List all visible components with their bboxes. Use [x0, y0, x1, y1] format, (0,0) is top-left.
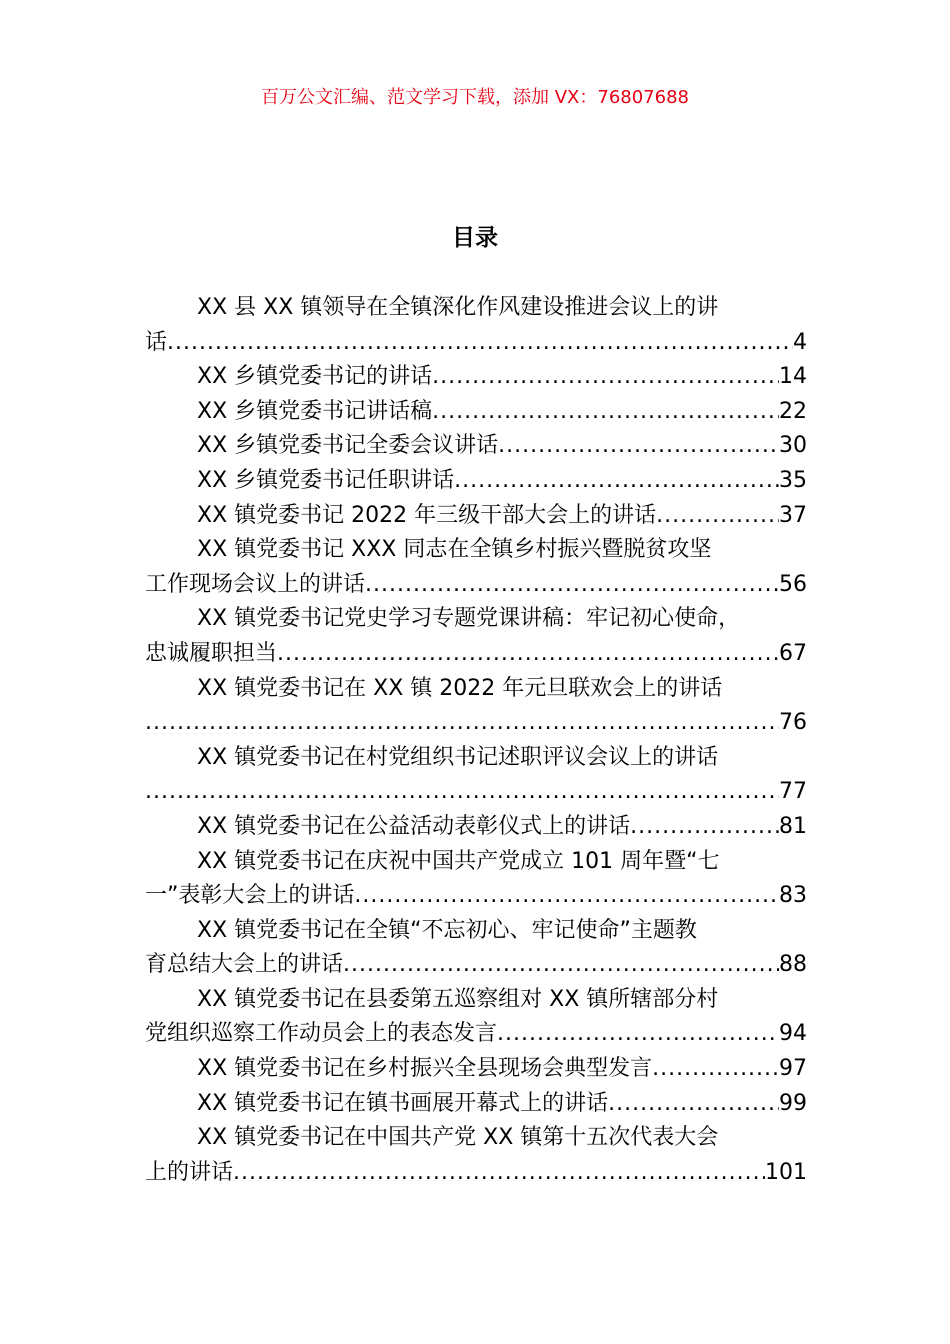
toc-entry-title: XX 镇党委书记在 XX 镇 2022 年元旦联欢会上的讲话 [197, 675, 723, 701]
toc-leader-dots [432, 395, 779, 430]
page-title: 目录 [452, 225, 498, 251]
toc-leader-dots [277, 637, 779, 672]
toc-leader-dots [354, 879, 779, 914]
toc-entry[interactable] [145, 914, 807, 983]
toc-entry[interactable] [145, 1087, 807, 1122]
toc-entry-title: XX 乡镇党委书记全委会议讲话 [197, 433, 499, 459]
toc-entry-title: XX 镇党委书记在庆祝中国共产党成立 101 周年暨“七 [197, 848, 720, 874]
toc-entry-title: XX 镇党委书记在县委第五巡察组对 XX 镇所辖部分村 [197, 986, 719, 1012]
toc-page-number: 94 [779, 1021, 807, 1047]
toc-entry-title-continued: 一”表彰大会上的讲话 [145, 883, 355, 909]
toc-page-number: 99 [779, 1090, 807, 1116]
toc-entry-title: XX 镇党委书记党史学习专题党课讲稿：牢记初心使命， [197, 606, 741, 632]
toc-entry-title-continued: 上的讲话 [145, 1159, 234, 1185]
toc-entry-title-continued: 忠诚履职担当 [145, 640, 278, 666]
toc-entry[interactable] [145, 810, 807, 845]
toc-leader-dots [233, 1156, 765, 1191]
toc-entry-title: XX 乡镇党委书记讲话稿 [197, 398, 433, 424]
toc-entry-title-continued: 话 [145, 329, 168, 355]
toc-page-number: 88 [779, 952, 807, 978]
toc-page-number: 56 [779, 571, 807, 597]
toc-page-number: 97 [779, 1056, 807, 1082]
toc-entry[interactable] [145, 602, 807, 671]
toc-page-number: 81 [779, 813, 807, 839]
toc-page-number: 101 [765, 1159, 807, 1185]
toc-page-number: 83 [779, 883, 807, 909]
toc-entry-title: XX 乡镇党委书记的讲话 [197, 364, 433, 390]
toc-entry[interactable] [145, 395, 807, 430]
toc-leader-dots [145, 706, 779, 741]
toc-leader-dots [454, 464, 779, 499]
toc-leader-dots [145, 775, 779, 810]
toc-page-number: 67 [779, 640, 807, 666]
toc-leader-dots [343, 948, 779, 983]
table-of-contents [145, 291, 807, 1190]
toc-leader-dots [432, 360, 779, 395]
toc-page-number: 14 [779, 364, 807, 390]
toc-entry-title-continued: 工作现场会议上的讲话 [145, 571, 366, 597]
toc-entry[interactable] [145, 845, 807, 914]
toc-entry-title: XX 乡镇党委书记任职讲话 [197, 467, 455, 493]
toc-entry-title-continued: 党组织巡察工作动员会上的表态发言 [145, 1021, 498, 1047]
toc-leader-dots [498, 429, 779, 464]
toc-entry[interactable] [145, 429, 807, 464]
toc-entry[interactable] [145, 741, 807, 810]
toc-entry-title: XX 镇党委书记 XXX 同志在全镇乡村振兴暨脱贫攻坚 [197, 537, 712, 563]
header-promo-note: 百万公文汇编、范文学习下载，添加 VX：76807688 [261, 87, 689, 108]
toc-entry-title: XX 镇党委书记在镇书画展开幕式上的讲话 [197, 1090, 609, 1116]
toc-leader-dots [656, 499, 779, 534]
toc-entry[interactable] [145, 533, 807, 602]
toc-page-number: 35 [779, 467, 807, 493]
toc-entry-title: XX 镇党委书记在乡村振兴全县现场会典型发言 [197, 1056, 653, 1082]
toc-entry-title: XX 镇党委书记在全镇“不忘初心、牢记使命”主题教 [197, 917, 697, 943]
toc-entry[interactable] [145, 672, 807, 741]
toc-entry-title: XX 镇党委书记在公益活动表彰仪式上的讲话 [197, 813, 631, 839]
toc-entry-title: XX 镇党委书记在中国共产党 XX 镇第十五次代表大会 [197, 1125, 719, 1151]
toc-entry-title: XX 镇党委书记在村党组织书记述职评议会议上的讲话 [197, 744, 719, 770]
toc-leader-dots [608, 1087, 779, 1122]
toc-page-number: 4 [793, 329, 807, 355]
toc-page-number: 77 [779, 779, 807, 805]
toc-page-number: 76 [779, 710, 807, 736]
toc-entry[interactable] [145, 1052, 807, 1087]
toc-leader-dots [630, 810, 779, 845]
toc-entry[interactable] [145, 464, 807, 499]
toc-entry[interactable] [145, 291, 807, 360]
toc-entry[interactable] [145, 499, 807, 534]
toc-entry[interactable] [145, 983, 807, 1052]
toc-entry-title: XX 县 XX 镇领导在全镇深化作风建设推进会议上的讲 [197, 295, 719, 320]
toc-page-number: 37 [779, 502, 807, 528]
toc-page-number: 30 [779, 433, 807, 459]
toc-page-number: 22 [779, 398, 807, 424]
toc-leader-dots [365, 568, 779, 603]
toc-leader-dots [497, 1017, 779, 1052]
toc-entry-title-continued: 育总结大会上的讲话 [145, 952, 344, 978]
toc-entry-title: XX 镇党委书记 2022 年三级干部大会上的讲话 [197, 502, 657, 528]
toc-leader-dots [167, 326, 793, 361]
toc-entry[interactable] [145, 360, 807, 395]
toc-leader-dots [652, 1052, 779, 1087]
toc-entry[interactable] [145, 1121, 807, 1190]
